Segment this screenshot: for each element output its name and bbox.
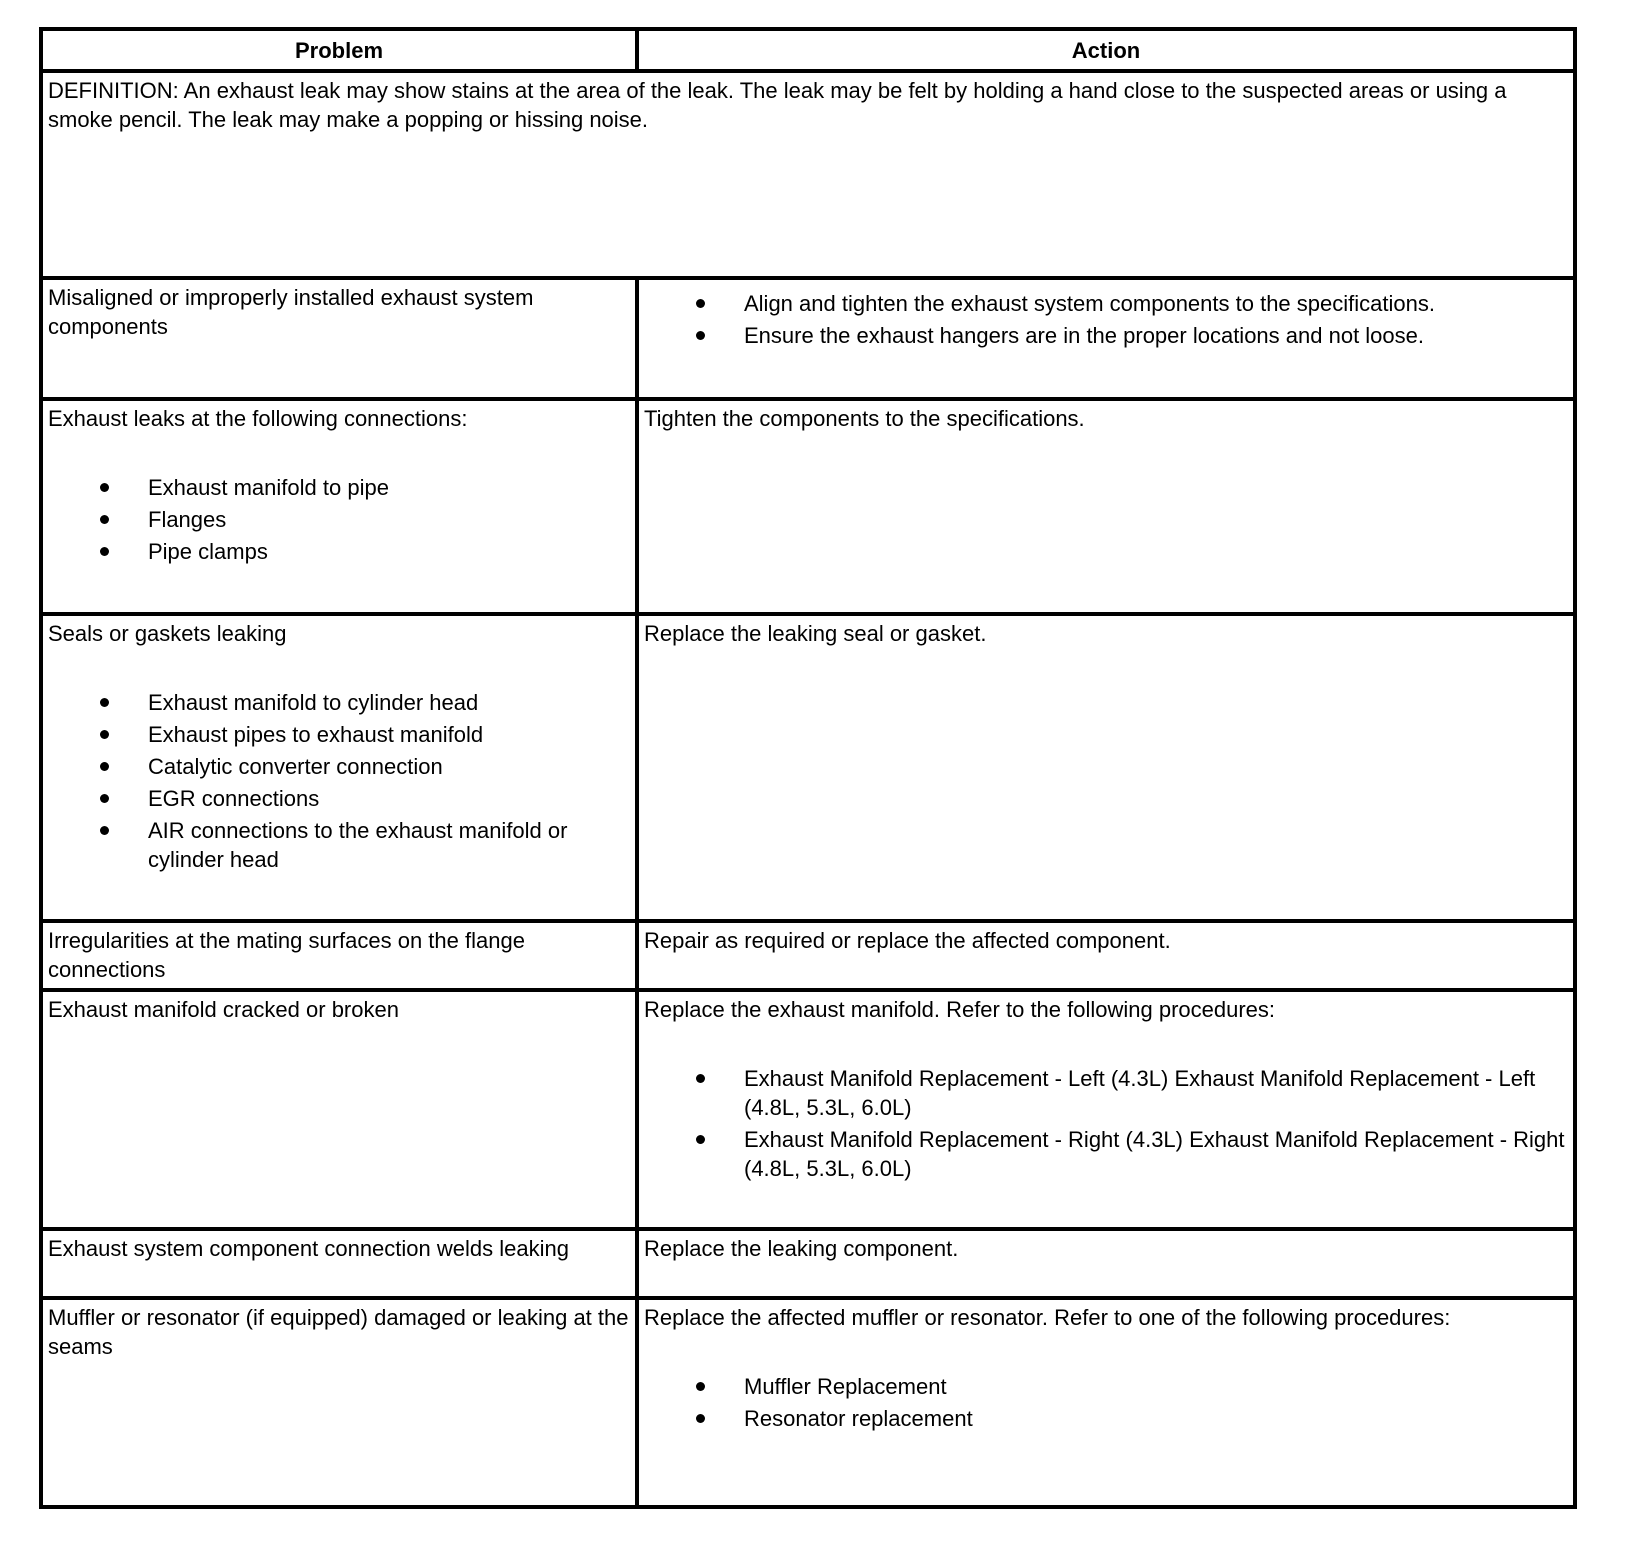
- table-row: [41, 921, 1575, 990]
- bullet-icon: [100, 515, 109, 524]
- problem-text: Exhaust manifold cracked or broken: [48, 997, 399, 1022]
- list-item-text: Exhaust manifold to pipe: [148, 475, 389, 500]
- header-action: Action: [637, 29, 1575, 71]
- list-item-text: Ensure the exhaust hangers are in the proper locations and not loose.: [744, 323, 1425, 348]
- list-item: [644, 1404, 1569, 1433]
- bullet-icon: [696, 331, 705, 340]
- bullet-icon: [696, 1414, 705, 1423]
- header-row: [41, 29, 1575, 71]
- list-item: [48, 784, 631, 813]
- list-item-text: Exhaust pipes to exhaust manifold: [148, 722, 484, 747]
- action-text: Replace the leaking seal or gasket.: [644, 621, 987, 646]
- problem-text: Exhaust system component connection welds leaking: [48, 1236, 569, 1261]
- action-cell: [637, 1229, 1575, 1298]
- bullet-icon: [100, 698, 109, 707]
- problem-cell: [41, 1229, 637, 1298]
- list-item: [644, 1125, 1569, 1183]
- list-item: [48, 688, 631, 717]
- list-item: [644, 1372, 1569, 1401]
- problem-cell: [41, 990, 637, 1229]
- bullet-icon: [696, 1382, 705, 1391]
- problem-text: Seals or gaskets leaking: [48, 621, 287, 646]
- list-item: [48, 505, 631, 534]
- list-item-text: Muffler Replacement: [744, 1374, 947, 1399]
- bullet-icon: [100, 483, 109, 492]
- problem-cell: [41, 921, 637, 990]
- action-cell: [637, 990, 1575, 1229]
- bullet-icon: [100, 547, 109, 556]
- action-text: Replace the leaking component.: [644, 1236, 959, 1261]
- action-cell: [637, 1298, 1575, 1507]
- table-row: [41, 278, 1575, 399]
- list-item-text: AIR connections to the exhaust manifold or cylinder head: [148, 818, 568, 872]
- problem-list: [48, 688, 631, 874]
- problem-cell: [41, 614, 637, 921]
- bullet-icon: [696, 1074, 705, 1083]
- problem-cell: [41, 399, 637, 614]
- bullet-icon: [696, 1135, 705, 1144]
- list-item: [48, 816, 631, 874]
- action-cell: [637, 278, 1575, 399]
- table-row: [41, 1229, 1575, 1298]
- action-cell: [637, 921, 1575, 990]
- list-item-text: Exhaust manifold to cylinder head: [148, 690, 479, 715]
- problem-list: [48, 473, 631, 566]
- list-item: [644, 289, 1569, 318]
- problem-text: Exhaust leaks at the following connections:: [48, 406, 468, 431]
- action-text: Replace the exhaust manifold. Refer to the following procedures:: [644, 997, 1276, 1022]
- action-text: Tighten the components to the specifications.: [644, 406, 1085, 431]
- list-item-text: Align and tighten the exhaust system components to the specifications.: [744, 291, 1435, 316]
- problem-cell: [41, 1298, 637, 1507]
- list-item-text: Exhaust Manifold Replacement - Left (4.3L) Exhaust Manifold Replacement - Left (4.8L, 5.3L, 6.0L): [744, 1066, 1536, 1120]
- table-row: [41, 399, 1575, 614]
- action-text: Replace the affected muffler or resonator. Refer to one of the following procedures:: [644, 1305, 1451, 1330]
- definition-text: DEFINITION: An exhaust leak may show stains at the area of the leak. The leak may be felt by holding a hand close to the suspected areas or using a smoke pencil. The leak may make a popping or hissing noise.: [41, 71, 1575, 278]
- bullet-icon: [100, 730, 109, 739]
- problem-text: Muffler or resonator (if equipped) damaged or leaking at the seams: [48, 1305, 629, 1359]
- list-item: [48, 537, 631, 566]
- list-item-text: Resonator replacement: [744, 1406, 973, 1431]
- list-item-text: Pipe clamps: [148, 539, 268, 564]
- list-item: [48, 720, 631, 749]
- table-row: [41, 990, 1575, 1229]
- bullet-icon: [696, 299, 705, 308]
- action-list: [644, 1372, 1569, 1433]
- bullet-icon: [100, 762, 109, 771]
- bullet-icon: [100, 794, 109, 803]
- diagnostic-table: [39, 27, 1577, 1509]
- list-item: [644, 321, 1569, 350]
- list-item: [48, 473, 631, 502]
- bullet-icon: [100, 826, 109, 835]
- problem-text: Misaligned or improperly installed exhaust system components: [48, 285, 534, 339]
- list-item-text: Catalytic converter connection: [148, 754, 443, 779]
- table-row: [41, 1298, 1575, 1507]
- list-item-text: Flanges: [148, 507, 227, 532]
- action-cell: [637, 399, 1575, 614]
- list-item-text: Exhaust Manifold Replacement - Right (4.3L) Exhaust Manifold Replacement - Right (4.8L, 5.3L, 6.0L): [744, 1127, 1565, 1181]
- table-row: [41, 614, 1575, 921]
- list-item: [644, 1064, 1569, 1122]
- problem-text: Irregularities at the mating surfaces on the flange connections: [48, 928, 525, 982]
- action-text: Repair as required or replace the affected component.: [644, 928, 1171, 953]
- definition-row: [41, 71, 1575, 278]
- action-list: [644, 1064, 1569, 1183]
- list-item: [48, 752, 631, 781]
- list-item-text: EGR connections: [148, 786, 320, 811]
- action-cell: [637, 614, 1575, 921]
- action-list: [644, 289, 1569, 350]
- problem-cell: [41, 278, 637, 399]
- header-problem: Problem: [41, 29, 637, 71]
